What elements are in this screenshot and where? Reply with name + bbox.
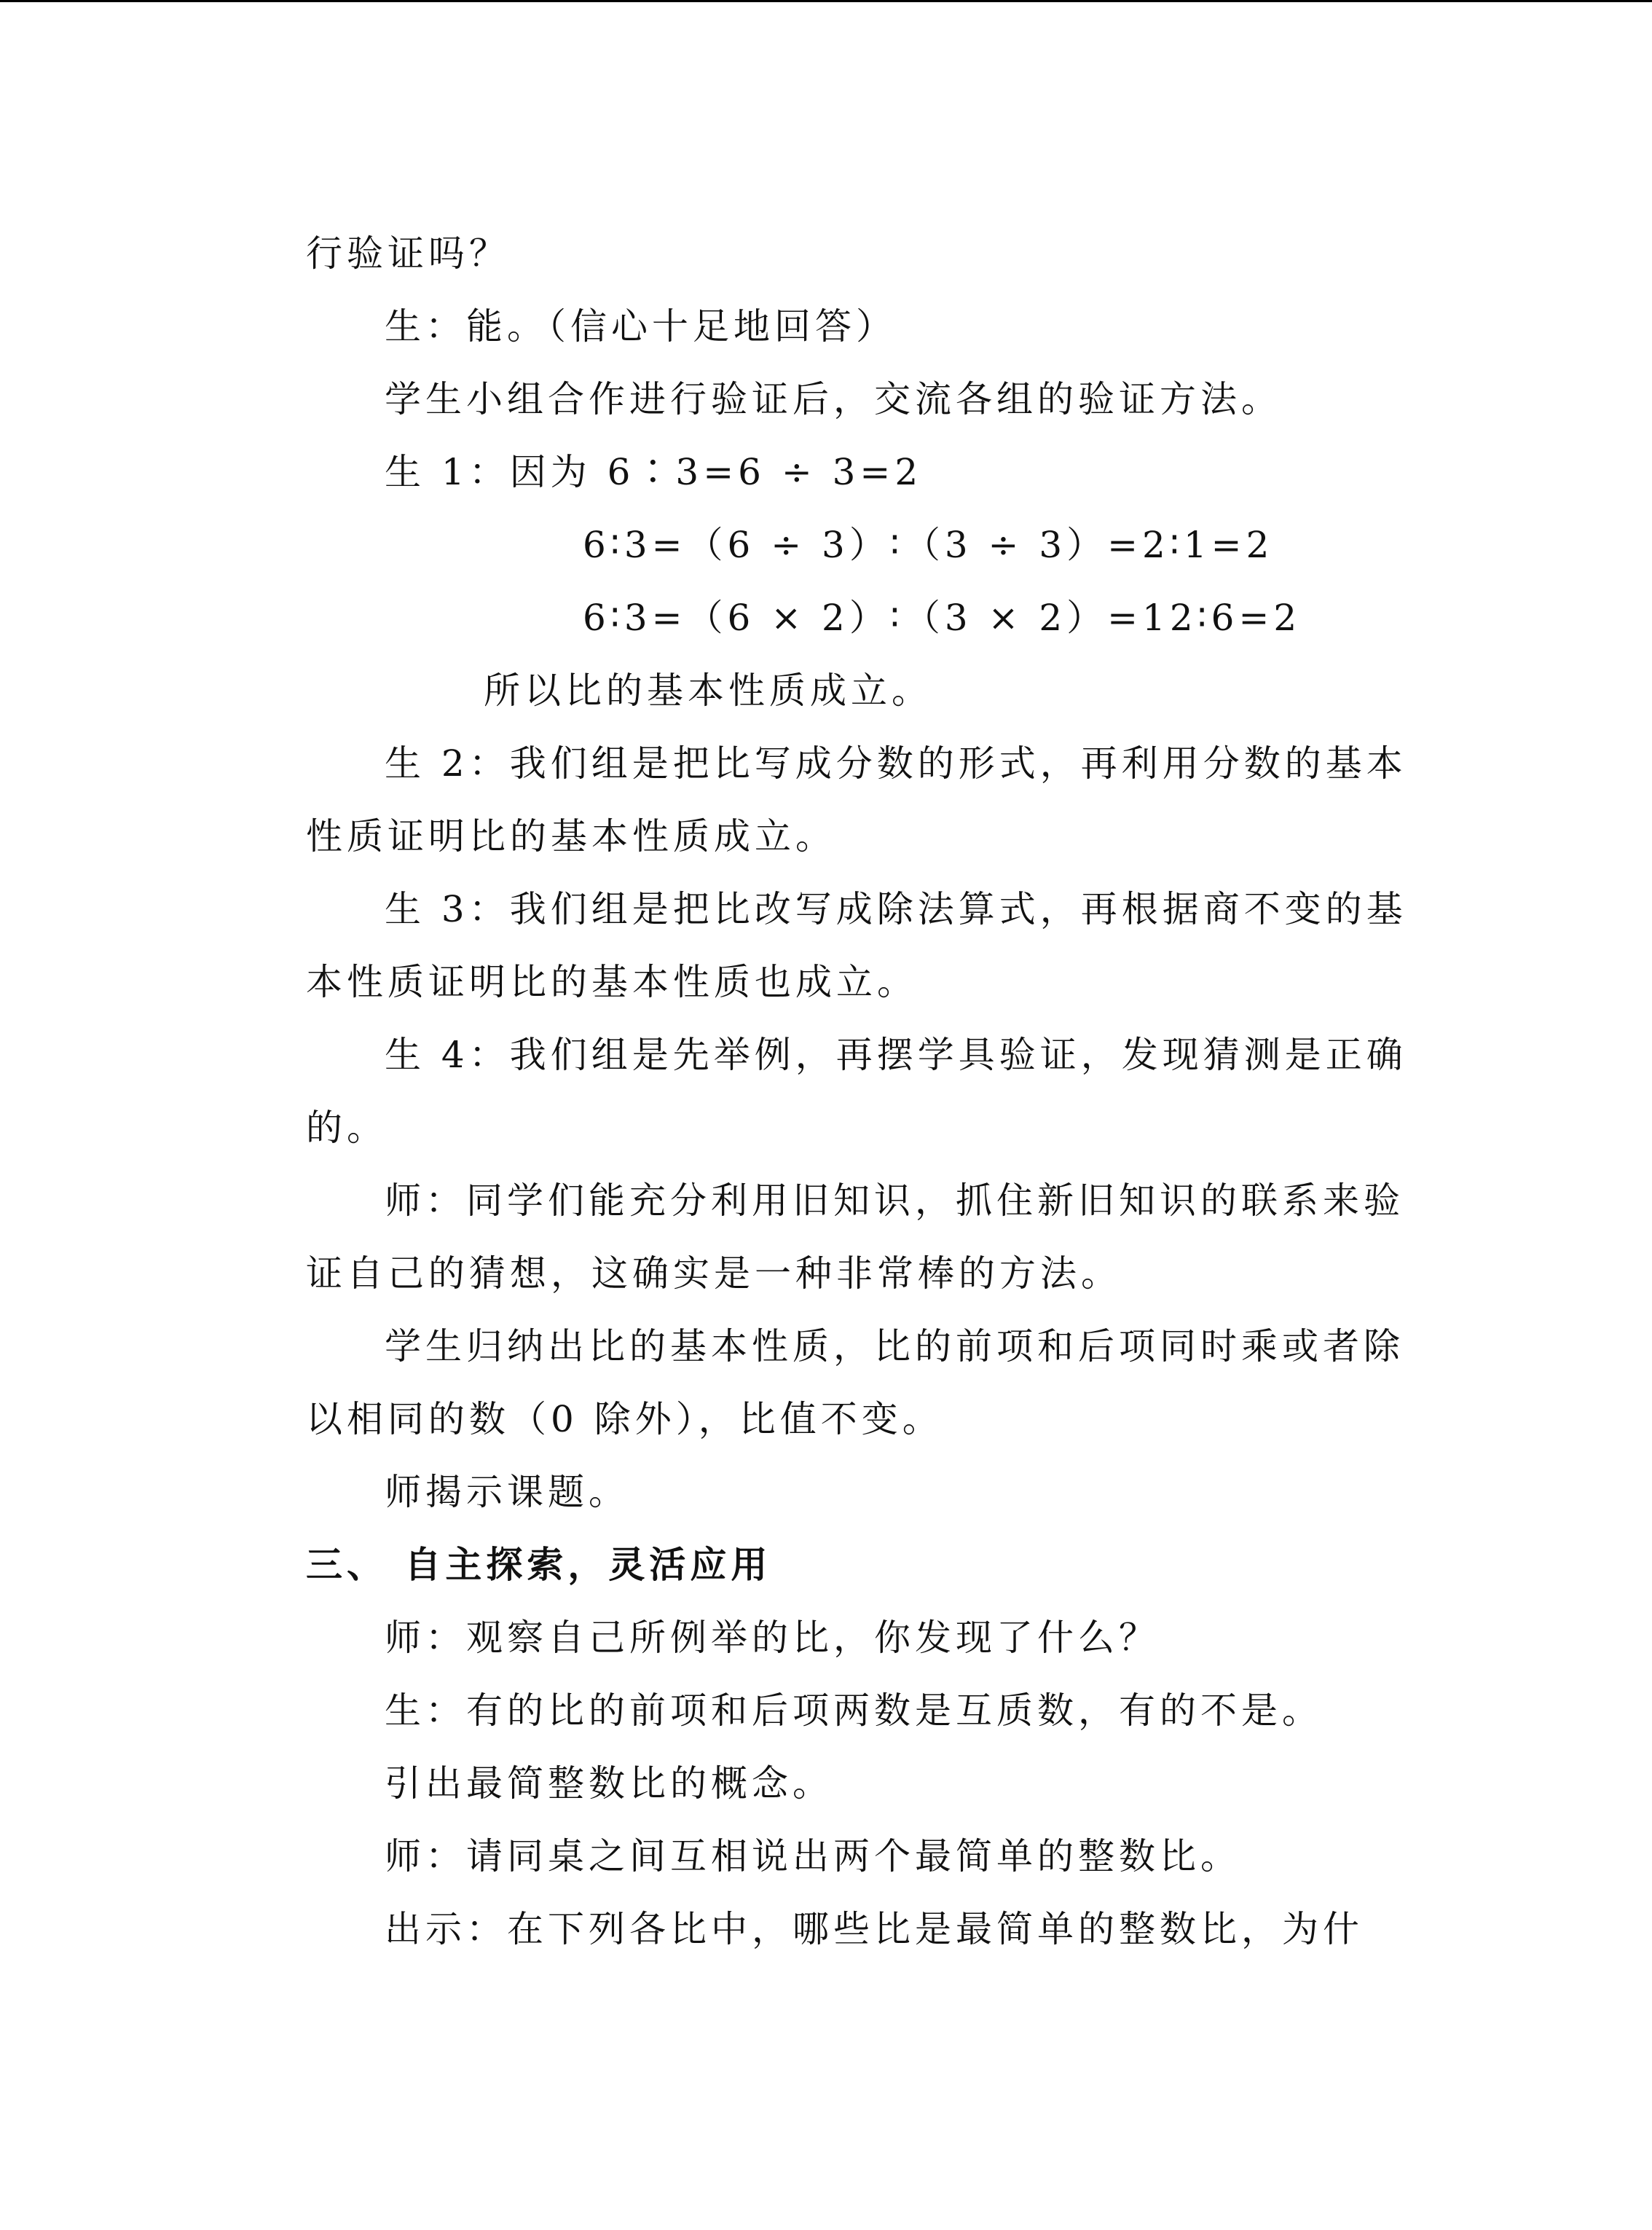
- text-line-5: 6∶3=（6 ÷ 3）∶（3 ÷ 3）=2∶1=2: [583, 524, 1274, 566]
- text-line-11: 本性质证明比的基本性质也成立。: [306, 961, 918, 1003]
- text-line-9: 性质证明比的基本性质成立。: [306, 815, 836, 857]
- text-line-6: 6∶3=（6 × 2）∶（3 × 2）=12∶6=2: [583, 597, 1302, 639]
- section-heading: 三、 自主探索，灵活应用: [306, 1543, 772, 1586]
- text-line-13: 的。: [306, 1107, 388, 1149]
- text-line-12: 生 4：我们组是先举例，再摆学具验证，发现猜测是正确: [385, 1034, 1407, 1076]
- text-line-1: 行验证吗？: [306, 232, 510, 275]
- text-line-7: 所以比的基本性质成立。: [484, 670, 932, 712]
- text-line-4: 生 1：因为 6∶3=6 ÷ 3=2: [385, 451, 923, 493]
- text-line-10: 生 3：我们组是把比改写成除法算式，再根据商不变的基: [385, 888, 1407, 930]
- text-line-3: 学生小组合作进行验证后，交流各组的验证方法。: [385, 378, 1282, 420]
- text-line-18: 师揭示课题。: [385, 1471, 629, 1513]
- text-line-21: 生：有的比的前项和后项两数是互质数，有的不是。: [385, 1689, 1323, 1732]
- text-line-8: 生 2：我们组是把比写成分数的形式，再利用分数的基本: [385, 742, 1407, 785]
- text-line-15: 证自己的猜想，这确实是一种非常棒的方法。: [306, 1252, 1122, 1295]
- text-line-16: 学生归纳出比的基本性质，比的前项和后项同时乘或者除: [385, 1325, 1404, 1367]
- text-line-14: 师：同学们能充分利用旧知识，抓住新旧知识的联系来验: [385, 1179, 1404, 1222]
- top-border-rule: [0, 0, 1652, 2]
- text-line-2: 生：能。（信心十足地回答）: [385, 305, 897, 348]
- text-line-23: 师：请同桌之间互相说出两个最简单的整数比。: [385, 1835, 1241, 1877]
- text-line-24: 出示：在下列各比中，哪些比是最简单的整数比，为什: [385, 1908, 1364, 1950]
- text-line-17: 以相同的数（0 除外），比值不变。: [306, 1398, 943, 1440]
- text-line-20: 师：观察自己所例举的比，你发现了什么？: [385, 1617, 1160, 1659]
- text-line-22: 引出最简整数比的概念。: [385, 1762, 833, 1805]
